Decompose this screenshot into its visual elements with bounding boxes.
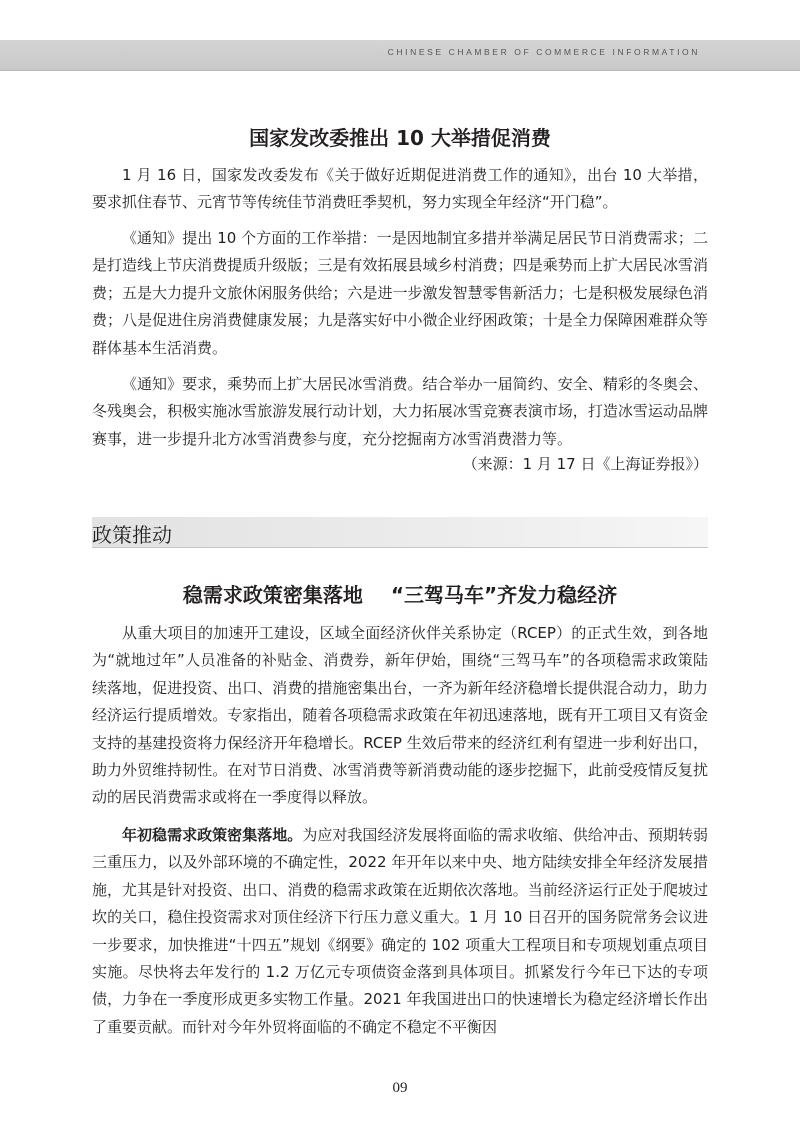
running-header: CHINESE CHAMBER OF COMMERCE INFORMATION	[387, 47, 700, 57]
section-header-band	[92, 517, 708, 548]
article-title-part: “三驾马车”齐发力稳经济	[390, 583, 618, 607]
article-paragraph: 《通知》提出 10 个方面的工作举措：一是因地制宜多措并举满足居民节日消费需求；二是打造线上节庆消费提质升级版；三是有效拓展县域乡村消费；四是乘势而上扩大居民冰雪消费；五是大力提升文旅休闲服务供给；六是进一步激发智慧零售新活力；七是积极发展绿色消费；八是促进住房消费健康发展；九是落实好中小微企业纾困政策；十是全力保障困难群众等群体基本生活消费。	[92, 229, 708, 357]
paragraph-lead: 年初稳需求政策密集落地。	[122, 826, 303, 844]
section-title: 政策推动	[92, 523, 172, 547]
article-paragraph: 1 月 16 日，国家发改委发布《关于做好近期促进消费工作的通知》，出台 10 大举措，要求抓住春节、元宵节等传统佳节消费旺季契机，努力实现全年经济“开门稳”。	[92, 166, 708, 212]
page-number: 09	[392, 1080, 408, 1096]
article-paragraph: 从重大项目的加速开工建设，区域全面经济伙伴关系协定（RCEP）的正式生效，到各地为“就地过年”人员准备的补贴金、消费券，新年伊始，围绕“三驾马车”的各项稳需求政策陆续落地，促进投资、出口、消费的措施密集出台，一齐为新年经济稳增长提供混合动力，助力经济运行提质增效。专家指出，随着各项稳需求政策在年初迅速落地，既有开工项目又有资金支持的基建投资将力保经济开年稳增长。RCEP 生效后带来的经济红利有望进一步利好出口，助力外贸维持韧性。在对节日消费、冰雪消费等新消费动能的逐步挖掘下，此前受疫情反复扰动的居民消费需求或将在一季度得以释放。	[92, 624, 708, 807]
article-paragraph	[92, 822, 708, 1041]
source-citation: （来源：1 月 17 日《上海证券报》）	[462, 455, 708, 473]
article-title-part: 稳需求政策密集落地	[182, 583, 363, 607]
article-title: 国家发改委推出 10 大举措促消费	[249, 126, 551, 150]
article-paragraph: 《通知》要求，乘势而上扩大居民冰雪消费。结合举办一届简约、安全、精彩的冬奥会、冬残奥会，积极实施冰雪旅游发展行动计划，大力拓展冰雪竞赛表演市场，打造冰雪运动品牌赛事，进一步提升北方冰雪消费参与度，充分挖掘南方冰雪消费潜力等。	[92, 375, 708, 448]
paragraph-body: 为应对我国经济发展将面临的需求收缩、供给冲击、预期转弱三重压力，以及外部环境的不确定性，2022 年开年以来中央、地方陆续安排全年经济发展措施，尤其是针对投资、出口、消费的稳需求政策在近期依次落地。当前经济运行正处于爬坡过坎的关口，稳住投资需求对顶住经济下行压力意义重大。1 月 10 日召开的国务院常务会议进一步要求，加快推进“十四五”规划《纲要》确定的 102 项重大工程项目和专项规划重点项目实施。尽快将去年发行的 1.2 万亿元专项债资金落到具体项目。抓紧发行今年已下达的专项债，力争在一季度形成更多实物工作量。2021 年我国进出口的快速增长为稳定经济增长作出了重要贡献。而针对今年外贸将面临的不确定不稳定不平衡因	[92, 826, 708, 1036]
article-title	[0, 579, 800, 608]
